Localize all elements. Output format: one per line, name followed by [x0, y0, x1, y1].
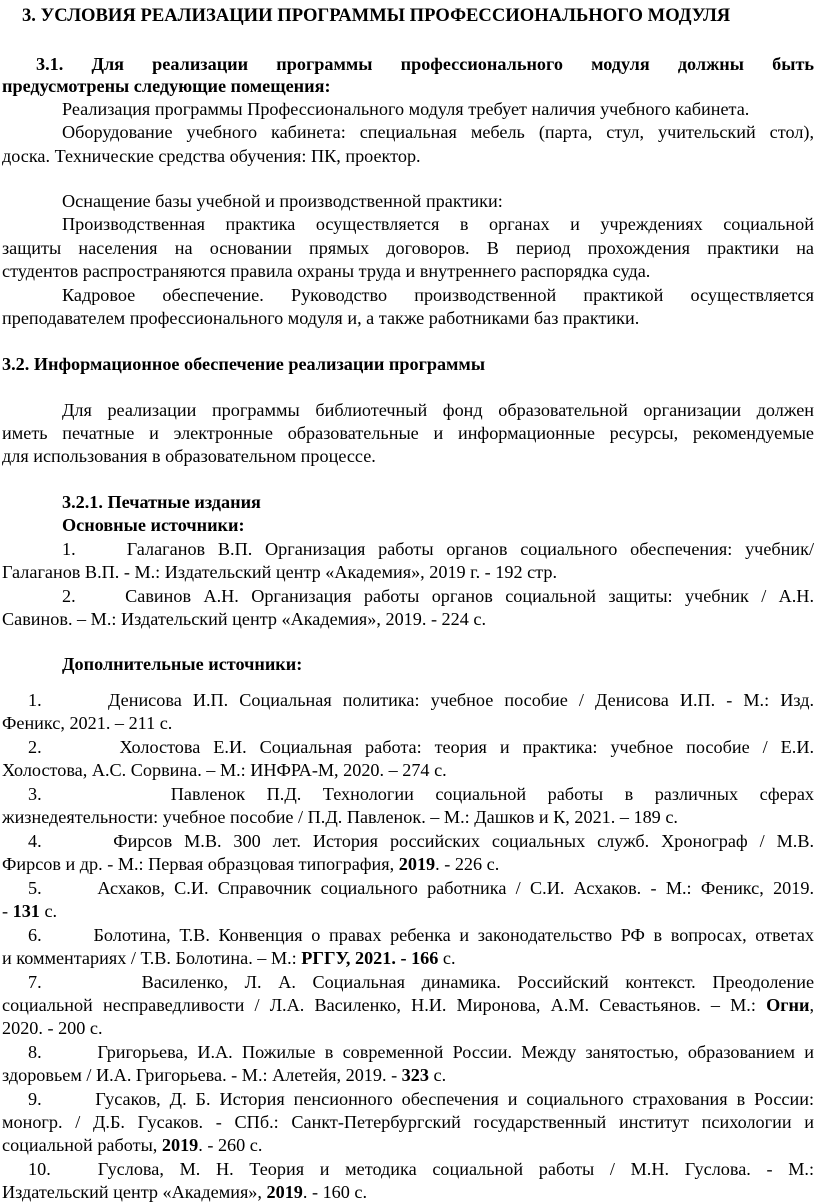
list-item-text: Фирсов М.В. 300 лет. История российских социальных служб. Хронограф / М.В.: [113, 831, 815, 851]
list-item-cont: моногр. / Д.Б. Гусаков. - СПб.: Санкт-Петербургский государственный институт психологии и: [2, 1112, 814, 1132]
list-item-year: 2019: [161, 1135, 199, 1155]
paragraph: Оборудование учебного кабинета: специальная мебель (парта, стул, учительский стол),: [62, 122, 814, 142]
list-item-number: 8.: [28, 1042, 42, 1062]
list-item-publisher: Огни: [766, 995, 810, 1015]
list-item-number: 2.: [28, 737, 42, 757]
list-item-cont: [0, 946, 816, 970]
list-item-cont: жизнедеятельности: учебное пособие / П.Д. Павленок. – М.: Дашков и К, 2021. – 189 с.: [2, 807, 678, 827]
paragraph: Реализация программы Профессионального модуля требует наличия учебного кабинета.: [62, 99, 750, 119]
list-item-text: здоровьем / И.А. Григорьева. - М.: Алетейя, 2019. -: [2, 1065, 402, 1085]
list-item: [0, 537, 816, 561]
paragraph: Кадровое обеспечение. Руководство производственной практикой осуществляется: [62, 285, 814, 305]
list-item-year: 2019: [398, 854, 436, 874]
sub-heading: 3.2.1. Печатные издания: [62, 492, 261, 512]
list-item-cont: Холостова, А.С. Сорвина. – М.: ИНФРА-М, 2020. – 274 с.: [2, 760, 447, 780]
list-item-year: 2019: [266, 1182, 303, 1202]
section-title: 3. УСЛОВИЯ РЕАЛИЗАЦИИ ПРОГРАММЫ ПРОФЕССИОНАЛЬНОГО МОДУЛЯ: [22, 5, 731, 26]
list-item-cont: [0, 899, 816, 923]
subsection-heading-cont: предусмотрены следующие помещения:: [2, 76, 331, 96]
subsection-heading: 3.1. Для реализации программы профессионального модуля должны быть: [36, 54, 814, 74]
list-item-text: и комментариях / Т.В. Болотина. – М.:: [2, 948, 302, 968]
list-item-text: Григорьева, И.А. Пожилые в современной России. Между занятостью, образованием и: [97, 1042, 814, 1062]
subsection-heading: 3.2. Информационное обеспечение реализации программы: [2, 354, 486, 374]
list-item-text: социальной несправедливости / Л.А. Василенко, Н.И. Миронова, А.М. Севастьянов. – М.:: [2, 995, 767, 1015]
list-item: [0, 1040, 816, 1064]
list-item-text: с.: [39, 901, 58, 921]
list-item-text: Холостова Е.И. Социальная работа: теория и практика: учебное пособие / Е.И.: [119, 737, 815, 757]
list-item: [0, 876, 816, 900]
list-item-number: 7.: [28, 972, 42, 992]
list-item-number: 4.: [28, 831, 42, 851]
list-item-pages: 131: [12, 901, 40, 921]
list-item-cont: Феникс, 2021. – 211 с.: [2, 713, 173, 733]
list-heading: Дополнительные источники:: [62, 654, 303, 674]
list-item-text: Фирсов и др. - М.: Первая образцовая типография,: [2, 854, 399, 874]
paragraph-cont: для использования в образовательном процессе.: [2, 446, 376, 466]
list-item-text: социальной работы,: [2, 1135, 162, 1155]
list-item-number: 5.: [28, 878, 42, 898]
list-item-cont: [0, 852, 816, 876]
paragraph: Производственная практика осуществляется в органах и учреждениях социальной: [62, 214, 814, 234]
list-item-pages: 323: [401, 1065, 429, 1085]
paragraph: Для реализации программы библиотечный фонд образовательной организации должен: [62, 400, 814, 420]
list-item-number: 3.: [28, 784, 42, 804]
list-item-text: Гуслова, М. Н. Теория и методика социальной работы / М.Н. Гуслова. - М.:: [97, 1159, 815, 1179]
list-item: [0, 829, 816, 853]
paragraph-cont: иметь печатные и электронные образовательные и информационные ресурсы, рекомендуемые: [2, 423, 814, 443]
list-item-text: Павленок П.Д. Технологии социальной работы в различных сферах: [170, 784, 814, 804]
list-item-number: 9.: [28, 1089, 42, 1109]
list-item-text: Асхаков, С.И. Справочник социального работника / С.И. Асхаков. - М.: Феникс, 2019.: [97, 878, 814, 898]
list-item-text: Савинов А.Н. Организация работы органов социальной защиты: учебник / А.Н.: [125, 586, 814, 606]
list-item-text: Гусаков, Д. Б. История пенсионного обеспечения и социального страхования в России:: [95, 1089, 814, 1109]
list-item-text: -: [2, 901, 13, 921]
list-item-cont: [0, 993, 816, 1017]
paragraph-cont: преподавателем профессионального модуля и, а также работниками баз практики.: [2, 308, 640, 328]
list-item-number: 1.: [28, 690, 42, 710]
list-item-publisher: РГГУ, 2021. - 166: [301, 948, 439, 968]
list-item-text: ,: [809, 995, 814, 1015]
list-item-text: . - 226 с.: [435, 854, 500, 874]
list-item-cont: Галаганов В.П. - М.: Издательский центр «Академия», 2019 г. - 192 стр.: [2, 562, 557, 582]
list-item-number: 10.: [28, 1159, 51, 1179]
list-item: [0, 688, 816, 712]
list-item: [0, 735, 816, 759]
list-item-text: Денисова И.П. Социальная политика: учебное пособие / Денисова И.П. - М.: Изд.: [108, 690, 815, 710]
list-item-cont: Савинов. – М.: Издательский центр «Академия», 2019. - 224 с.: [2, 609, 487, 629]
paragraph: Оснащение базы учебной и производственной практики:: [62, 191, 503, 211]
list-item-text: . - 160 с.: [302, 1182, 368, 1202]
list-item-number: 1.: [62, 539, 76, 559]
paragraph-cont: студентов распространяются правила охраны труда и внутреннего распорядка суда.: [2, 261, 651, 281]
list-item: [0, 1157, 816, 1181]
list-item-number: 2.: [62, 586, 76, 606]
list-item-text: . - 260 с.: [198, 1135, 263, 1155]
list-item-text: с.: [438, 948, 456, 968]
list-item-text: с.: [428, 1065, 447, 1085]
list-item: [0, 1087, 816, 1111]
list-item: [0, 782, 816, 806]
list-item-text: Галаганов В.П. Организация работы органов социального обеспечения: учебник/: [126, 539, 815, 559]
list-item: [0, 923, 816, 947]
paragraph-cont: защиты населения на основании прямых договоров. В период прохождения практики на: [2, 238, 814, 258]
list-item-cont: [0, 1180, 816, 1204]
list-item-cont: [0, 1063, 816, 1087]
list-item: [0, 584, 816, 608]
list-item-number: 6.: [28, 925, 42, 945]
list-item-cont: 2020. - 200 с.: [2, 1018, 103, 1038]
list-heading: Основные источники:: [62, 515, 245, 535]
list-item-text: Издательский центр «Академия»,: [2, 1182, 267, 1202]
list-item: [0, 970, 816, 994]
paragraph-cont: доска. Технические средства обучения: ПК, проектор.: [2, 146, 421, 166]
list-item-text: Василенко, Л. А. Социальная динамика. Российский контекст. Преодоление: [141, 972, 815, 992]
list-item-cont: [0, 1133, 816, 1157]
list-item-text: Болотина, Т.В. Конвенция о правах ребенка и законодательство РФ в вопросах, ответах: [93, 925, 815, 945]
